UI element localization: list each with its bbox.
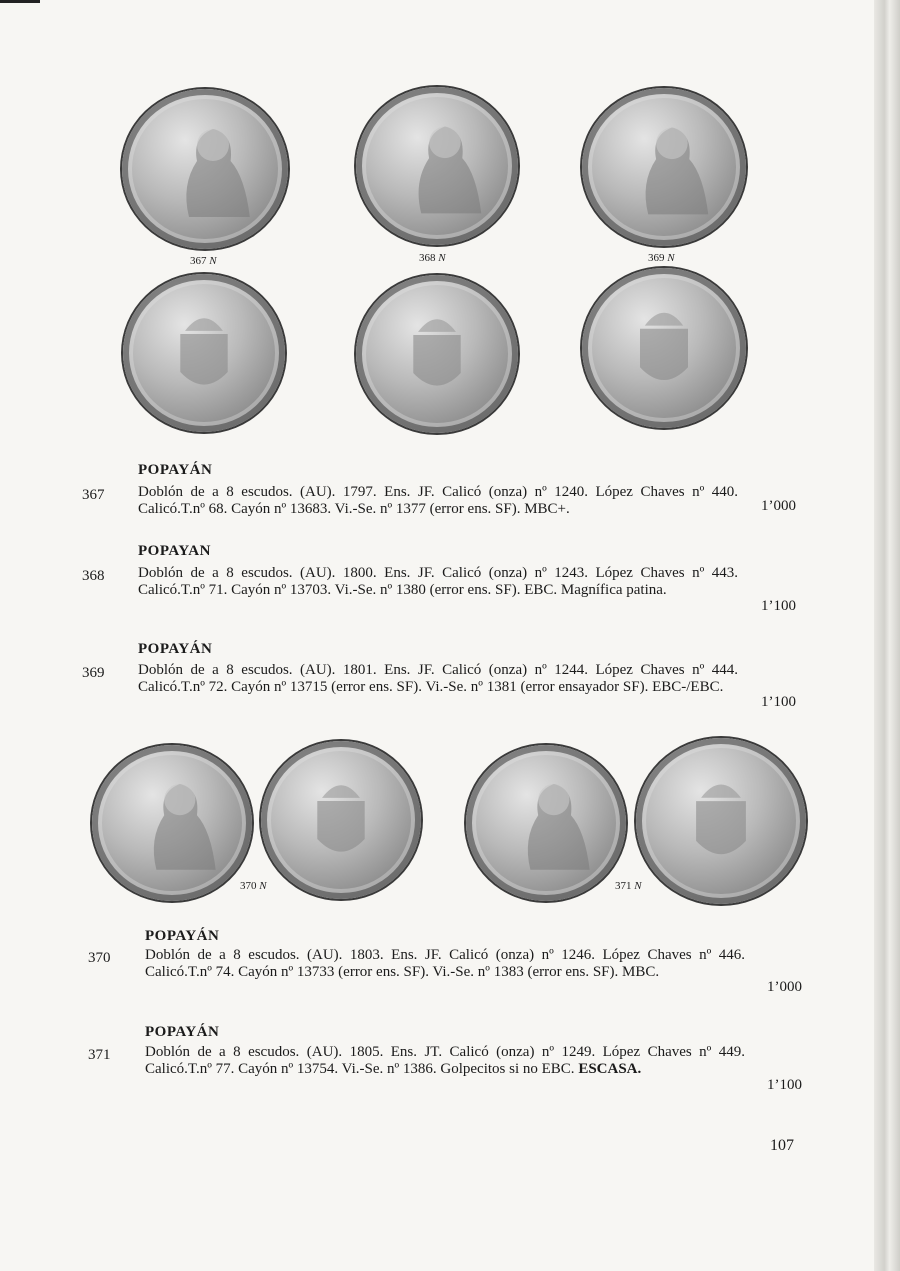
coin-label-370: 370 N [240,880,267,892]
bust-portrait-icon [92,745,252,901]
coin-367-obverse [122,89,288,249]
lot-description: Doblón de a 8 escudos. (AU). 1803. Ens. JF. Calicó (onza) nº 1246. López Chaves nº 446. Calicó.T.nº 74. Cayón nº 13733 (error ens. SF). Vi.-Se. nº 1383 (error ens. SF). MBC. [145,947,745,980]
bust-portrait-icon [122,89,288,249]
lot-description: Doblón de a 8 escudos. (AU). 1797. Ens. JF. Calicó (onza) nº 1240. López Chaves nº 440. Calicó.T.nº 68. Cayón nº 13683. Vi.-Se. nº 1377 (error ens. SF). MBC+. [138,484,738,517]
lot-description-text: Doblón de a 8 escudos. (AU). 1805. Ens. JT. Calicó (onza) nº 1249. López Chaves nº 449. Calicó.T.nº 77. Cayón nº 13754. Vi.-Se. nº 1386. Golpecitos si no EBC. [145,1044,745,1077]
lot-title: POPAYAN [138,543,211,559]
lot-title: POPAYÁN [138,641,213,657]
lot-number: 368 [82,568,105,584]
bust-portrait-icon [466,745,626,901]
bust-portrait-icon [356,87,518,245]
lot-number: 367 [82,487,105,503]
lot-number: 370 [88,950,111,966]
coin-369-obverse [582,88,746,246]
lot-title: POPAYÁN [145,928,220,944]
coin-370-obverse [92,745,252,901]
lot-number: 371 [88,1047,111,1063]
page-number: 107 [770,1137,794,1154]
crowned-shield-icon [636,738,806,904]
coin-label-368: 368 N [419,252,446,264]
coin-371-reverse [636,738,806,904]
crowned-shield-icon [356,275,518,433]
lot-title: POPAYÁN [145,1024,220,1040]
coin-368-reverse [356,275,518,433]
coin-368-obverse [356,87,518,245]
lot-description-emphasis: ESCASA. [578,1061,642,1077]
lot-description [145,1044,745,1078]
lot-price: 1’000 [761,498,796,514]
coin-label-371: 371 N [615,880,642,892]
lot-price: 1’100 [767,1077,802,1093]
coin-label-369: 369 N [648,252,675,264]
page-corner-mark [0,0,40,3]
coin-367-reverse [123,274,285,432]
bust-portrait-icon [582,88,746,246]
lot-price: 1’000 [767,979,802,995]
lot-price: 1’100 [761,694,796,710]
coin-369-reverse [582,268,746,428]
coin-label-367: 367 N [190,255,217,267]
lot-price: 1’100 [761,598,796,614]
lot-number: 369 [82,665,105,681]
lot-title: POPAYÁN [138,462,213,478]
book-page-edge [874,0,900,1271]
coin-370-reverse [261,741,421,899]
coin-371-obverse [466,745,626,901]
crowned-shield-icon [261,741,421,899]
lot-description: Doblón de a 8 escudos. (AU). 1801. Ens. JF. Calicó (onza) nº 1244. López Chaves nº 444. Calicó.T.nº 72. Cayón nº 13715 (error ens. SF). Vi.-Se. nº 1381 (error ensayador SF). EBC-/EBC. [138,662,738,695]
lot-description: Doblón de a 8 escudos. (AU). 1800. Ens. JF. Calicó (onza) nº 1243. López Chaves nº 443. Calicó.T.nº 71. Cayón nº 13703. Vi.-Se. nº 1380 (error ens. SF). EBC. Magnífica patina. [138,565,738,598]
crowned-shield-icon [123,274,285,432]
crowned-shield-icon [582,268,746,428]
